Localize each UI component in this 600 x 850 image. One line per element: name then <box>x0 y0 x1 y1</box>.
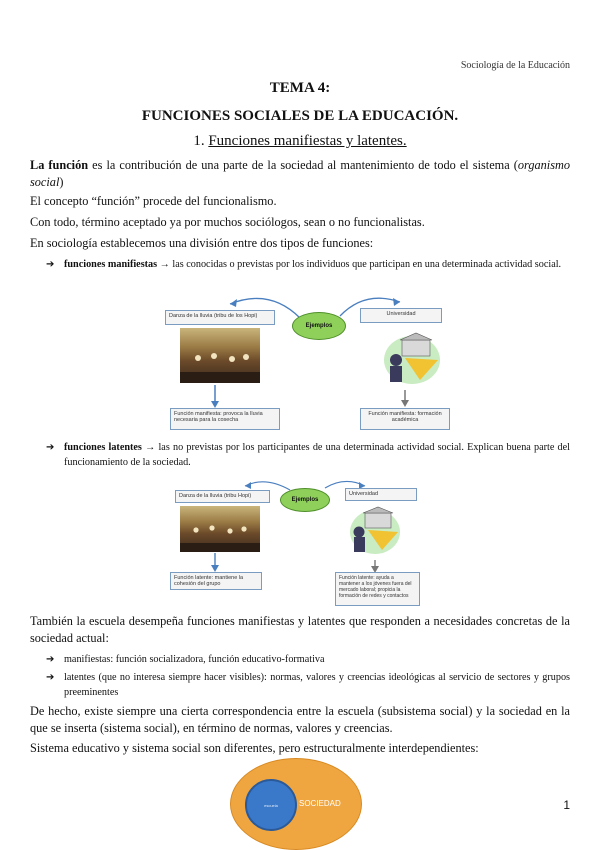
curved-arrow-left <box>245 482 290 490</box>
arrowhead-down-left <box>211 565 219 572</box>
arrow-bullet-icon: ➔ <box>46 654 55 665</box>
dancers-illustration <box>180 328 260 383</box>
bullet-term: funciones latentes <box>64 442 142 453</box>
graduate-icon <box>380 330 440 388</box>
result-manifest-rain: Función manifiesta: provoca la lluvia necesaria para la cosecha <box>170 408 280 430</box>
paragraph-school: También la escuela desempeña funciones manifiestas y latentes que responden a necesidades concretas de la sociedad actual: <box>30 614 570 645</box>
label-university: Universidad <box>345 488 417 501</box>
bullet-school-manifest <box>46 652 570 667</box>
result-latent-rain: Función latente: mantiene la cohesión del grupo <box>170 572 262 590</box>
arrow-bullet-icon: ➔ <box>46 672 55 683</box>
paragraph-origin: El concepto “función” procede del funcionalismo. <box>30 194 277 208</box>
society-label: SOCIEDAD <box>299 799 341 808</box>
university-illustration <box>345 504 400 558</box>
tema-heading: TEMA 4: <box>269 80 331 96</box>
bullet-text: → las no previstas por los participantes de una determinada actividad social. Explican buena parte del funcionamiento de la sociedad. <box>64 442 570 468</box>
paragraph-division: En sociología establecemos una división entre dos tipos de funciones: <box>30 236 374 250</box>
result-manifest-university: Función manifiesta: formación académica <box>360 408 450 430</box>
oval-ejemplos: Ejemplos <box>280 488 330 512</box>
rain-dance-painting <box>180 328 260 383</box>
result-latent-university: Función latente: ayuda a mantener a los jóvenes fuera del mercado laboral; propicia la formación de redes y contactos <box>335 572 420 606</box>
dancers-illustration <box>180 506 260 552</box>
def-italic: organismo social <box>30 158 571 189</box>
arrowhead-down-right <box>401 400 409 407</box>
paragraph-definition <box>30 157 570 191</box>
section-heading <box>0 133 600 150</box>
bullet-text: latentes (que no interesa siempre hacer visibles): normas, valores y creencias ideológicas al servicio de sectores y grupos preeminentes <box>64 672 570 698</box>
bullet-manifest <box>46 257 570 272</box>
university-illustration <box>380 330 440 388</box>
label-university: Universidad <box>360 308 442 323</box>
section-number: 1. <box>193 133 209 149</box>
page-number: 1 <box>563 798 570 812</box>
arrowhead-left <box>245 482 251 489</box>
paragraph-interdependence: Sistema educativo y sistema social son diferentes, pero estructuralmente interdependientes: <box>30 741 479 755</box>
arrow-bullet-icon: ➔ <box>46 442 55 453</box>
school-circle: escuela <box>245 779 297 831</box>
bullet-text: manifiestas: función socializadora, función educativo-formativa <box>64 654 325 665</box>
diagram-latent <box>170 480 430 608</box>
page-title: FUNCIONES SOCIALES DE LA EDUCACIÓN. <box>141 108 459 124</box>
def-close: ) <box>59 175 64 189</box>
society-circle <box>230 758 362 850</box>
bullet-latent <box>46 440 570 470</box>
graduate-icon <box>345 504 400 558</box>
def-text: es la contribución de una parte de la sociedad al mantenimiento de todo el sistema ( <box>88 158 518 172</box>
bullet-school-latent <box>46 670 570 700</box>
bullet-text: → las conocidas o previstas por los individuos que participan en una determinada actividad social. <box>157 259 562 270</box>
bullet-term: funciones manifiestas <box>64 259 158 270</box>
label-rain-dance: Danza de la lluvia (tribu Hopi) <box>175 490 270 503</box>
paragraph-accepted: Con todo, término aceptado ya por muchos sociólogos, sean o no funcionalistas. <box>30 215 425 229</box>
rain-dance-painting <box>180 506 260 552</box>
section-title: Funciones manifiestas y latentes. <box>208 133 407 149</box>
arrow-bullet-icon: ➔ <box>46 259 55 270</box>
running-header: Sociología de la Educación <box>460 60 570 71</box>
oval-ejemplos: Ejemplos <box>292 312 346 340</box>
diagram-manifest <box>160 290 450 430</box>
label-rain-dance: Danza de la lluvia (tribu de los Hopi) <box>165 310 275 325</box>
def-term: La función <box>30 158 89 172</box>
arrowhead-right <box>393 298 400 306</box>
paragraph-correspondence: De hecho, existe siempre una cierta correspondencia entre la escuela (subsistema social) y la sociedad en la que se inserta (sistema social), en término de normas, valores y creencias. <box>30 704 570 735</box>
arrowhead-down-left <box>211 401 219 408</box>
